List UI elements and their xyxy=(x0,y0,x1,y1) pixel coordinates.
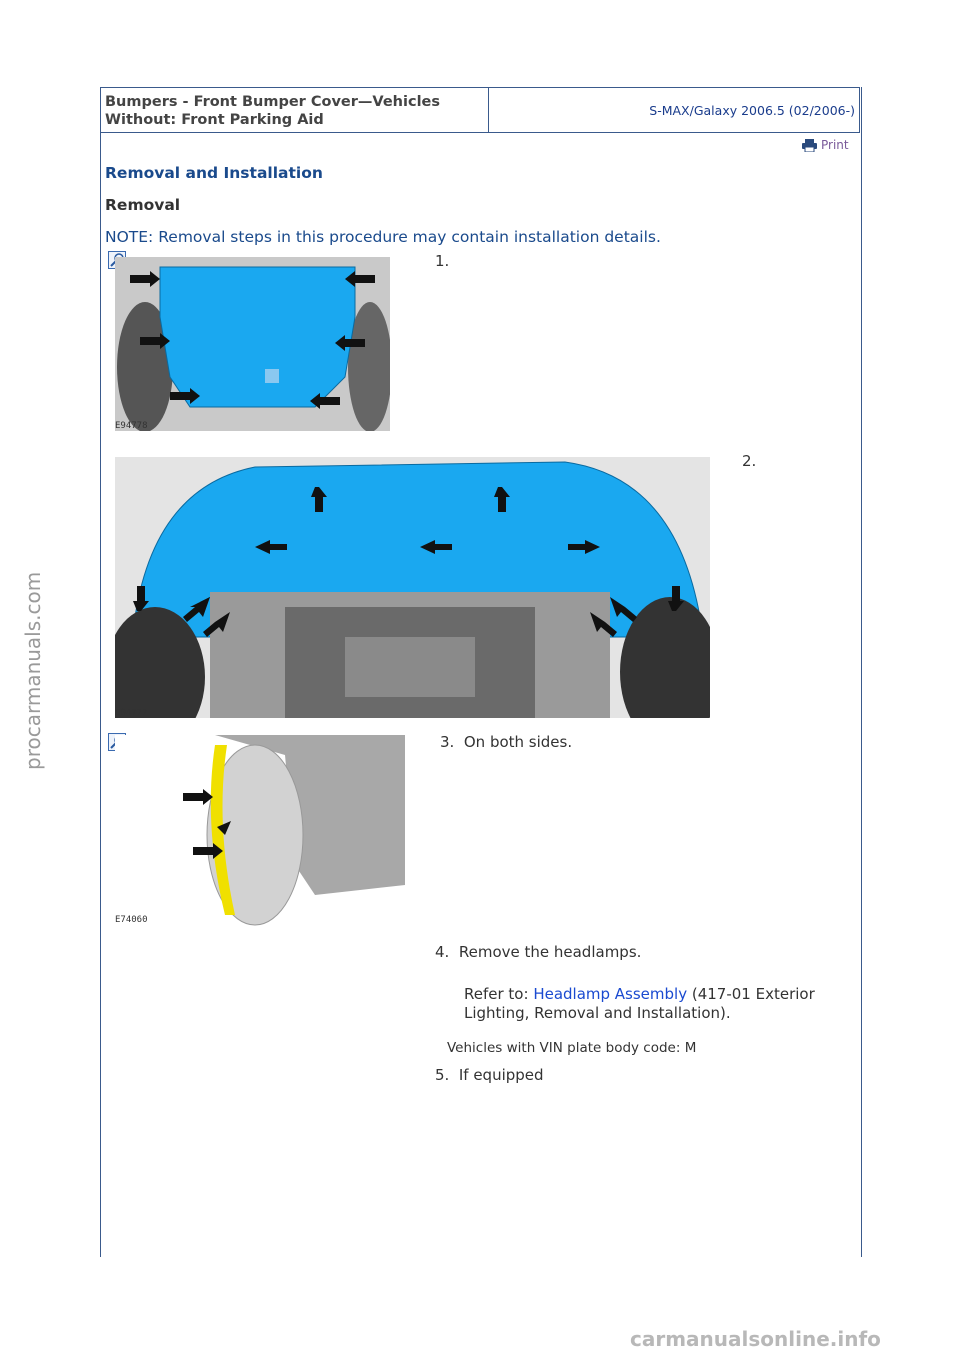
figure-2-image xyxy=(115,457,710,718)
page-title: Bumpers - Front Bumper Cover—Vehicles Without: Front Parking Aid xyxy=(101,88,489,132)
note-text: NOTE: Removal steps in this procedure may contain installation details. xyxy=(105,228,661,246)
section-title: Removal and Installation xyxy=(105,164,323,182)
vin-note: Vehicles with VIN plate body code: M xyxy=(447,1040,697,1056)
printer-icon xyxy=(802,139,817,152)
step-4: 4. Remove the headlamps. xyxy=(435,943,642,961)
svg-text:procarmanuals.com: procarmanuals.com xyxy=(21,571,45,770)
figure-id: E94778 xyxy=(115,421,148,431)
figure-3-image xyxy=(115,735,405,927)
step-number: 1. xyxy=(435,252,450,270)
model-label: S-MAX/Galaxy 2006.5 (02/2006-) xyxy=(649,102,855,118)
step-number: 2. xyxy=(742,452,757,470)
step-3: 3. On both sides. xyxy=(440,733,573,751)
subsection-title: Removal xyxy=(105,196,181,214)
print-button[interactable] xyxy=(802,138,849,152)
print-label: Print xyxy=(821,138,849,152)
step-5: 5. If equipped xyxy=(435,1066,544,1084)
headlamp-assembly-link[interactable]: Headlamp Assembly xyxy=(533,985,688,1003)
figure-id: E94777 xyxy=(115,708,148,718)
side-watermark xyxy=(8,560,48,770)
refer-text: Refer to: Headlamp Assembly (417-01 Exterior Lighting, Removal and Installation). xyxy=(464,985,815,1022)
figure-1-image xyxy=(115,257,390,431)
page-header xyxy=(100,87,860,133)
footer-watermark: carmanualsonline.info xyxy=(630,1327,881,1351)
figure-id: E74060 xyxy=(115,915,148,925)
